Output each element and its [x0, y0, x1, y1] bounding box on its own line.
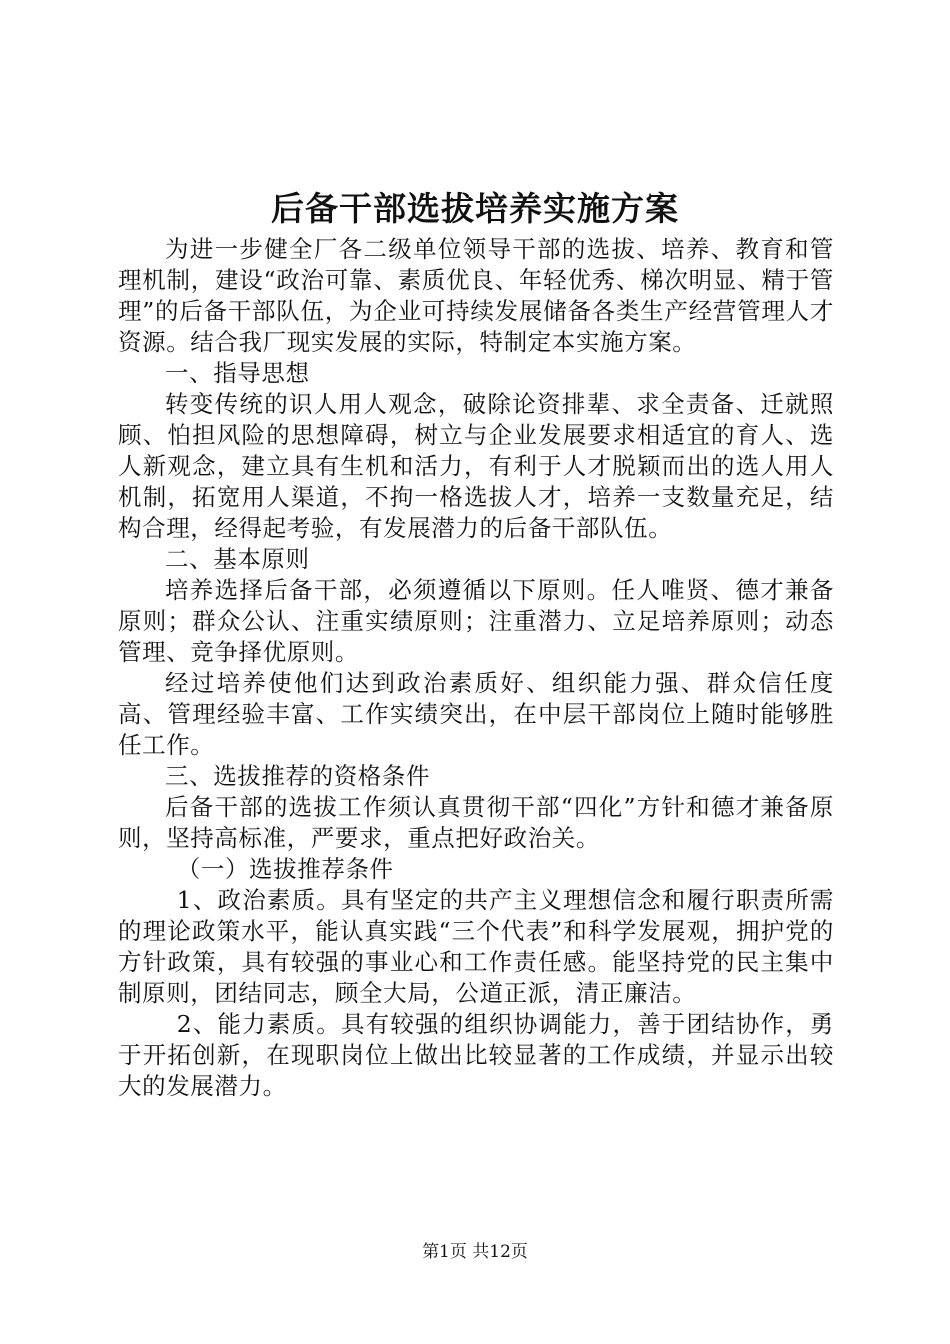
paragraph-guiding-thought: 转变传统的识人用人观念，破除论资排辈、求全责备、迁就照顾、怕担风险的思想障碍，树立与企业发展要求相适宜的育人、选人新观念，建立具有生机和活力，有利于人才脱颖而出的选人用人机制，拓宽用人渠道，不拘一格选拔人才，培养一支数量充足，结构合理，经得起考验，有发展潜力的后备干部队伍。 — [118, 390, 834, 542]
document-title: 后备干部选拔培养实施方案 — [271, 189, 679, 228]
subsection-heading-selection-conditions: （一）选拔推荐条件 — [176, 855, 394, 883]
paragraph-intro: 为进一步健全厂各二级单位领导干部的选拔、培养、教育和管理机制，建设“政治可靠、素质优良、年轻优秀、梯次明显、精于管理”的后备干部队伍，为企业可持续发展储备各类生产经营管理人才资源。结合我厂现实发展的实际，特制定本实施方案。 — [118, 235, 834, 356]
section-heading-qualifications: 三、选拔推荐的资格条件 — [165, 762, 431, 790]
paragraph-training-goal: 经过培养使他们达到政治素质好、组织能力强、群众信任度高、管理经验丰富、工作实绩突出，在中层干部岗位上随时能够胜任工作。 — [118, 669, 834, 759]
section-heading-guiding-thought: 一、指导思想 — [165, 359, 310, 387]
paragraph-qualifications: 后备干部的选拔工作须认真贯彻干部“四化”方针和德才兼备原则，坚持高标准，严要求，重点把好政治关。 — [118, 793, 834, 852]
page-number-footer: 第1页 共12页 — [422, 1242, 528, 1262]
list-item-political-quality: 1、政治素质。具有坚定的共产主义理想信念和履行职责所需的理论政策水平，能认真实践“三个代表”和科学发展观，拥护党的方针政策，具有较强的事业心和工作责任感。能坚持党的民主集中制原则，团结同志，顾全大局，公道正派，清正廉洁。 — [118, 886, 834, 1007]
list-item-ability-quality: 2、能力素质。具有较强的组织协调能力，善于团结协作，勇于开拓创新，在现职岗位上做出比较显著的工作成绩，并显示出较大的发展潜力。 — [118, 1010, 834, 1100]
section-heading-basic-principles: 二、基本原则 — [165, 545, 310, 573]
paragraph-principles: 培养选择后备干部，必须遵循以下原则。任人唯贤、德才兼备原则；群众公认、注重实绩原则；注重潜力、立足培养原则；动态管理、竞争择优原则。 — [118, 576, 834, 666]
document-body — [118, 234, 834, 1102]
